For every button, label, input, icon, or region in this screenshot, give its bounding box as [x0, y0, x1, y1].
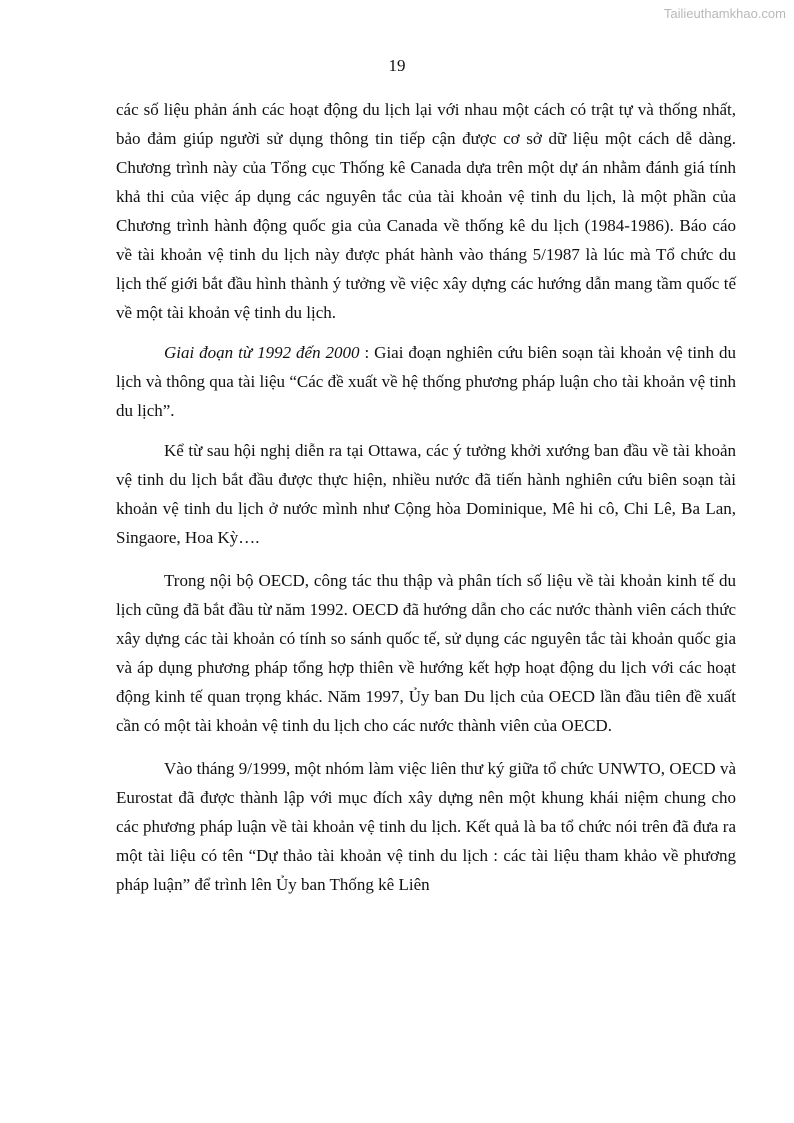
paragraph-2-body: : Giai đoạn nghiên cứu biên soạn tài khoản vệ tinh du lịch và thông qua tài liệu “Các đề xuất về hệ thống phương pháp luận cho tài khoản vệ tinh du lịch”. [116, 343, 736, 420]
paragraph-1: các số liệu phản ánh các hoạt động du lịch lại với nhau một cách có trật tự và thống nhất, bảo đảm giúp người sử dụng thông tin tiếp cận được cơ sở dữ liệu một cách dễ dàng. Chương trình này của Tổng cục Thống kê Canada dựa trên một dự án nhằm đánh giá tính khả thi của việc áp dụng các nguyên tắc của tài khoản vệ tinh du lịch, là một phần của Chương trình hành động quốc gia của Canada về thống kê du lịch (1984-1986). Báo cáo về tài khoản vệ tinh du lịch này được phát hành vào tháng 5/1987 là lúc mà Tổ chức du lịch thế giới bắt đầu hình thành ý tưởng về việc xây dựng các hướng dẫn mang tầm quốc tế về một tài khoản vệ tinh du lịch. [116, 100, 736, 322]
watermark: Tailieuthamkhao.com [663, 6, 786, 21]
period-heading: Giai đoạn từ 1992 đến 2000 [164, 343, 360, 362]
paragraph-2 [116, 338, 736, 425]
paragraph-5: Vào tháng 9/1999, một nhóm làm việc liên thư ký giữa tổ chức UNWTO, OECD và Eurostat đã được thành lập với mục đích xây dựng nên một khung khái niệm chung cho các phương pháp luận về tài khoản vệ tinh du lịch. Kết quả là ba tổ chức nói trên đã đưa ra một tài liệu có tên “Dự thảo tài khoản vệ tinh du lịch : các tài liệu tham khảo về phương pháp luận” để trình lên Ủy ban Thống kê Liên [116, 759, 736, 894]
paragraph-3: Kể từ sau hội nghị diễn ra tại Ottawa, các ý tưởng khởi xướng ban đầu về tài khoản vệ tinh du lịch bắt đầu được thực hiện, nhiều nước đã tiến hành nghiên cứu biên soạn tài khoản vệ tinh du lịch ở nước mình như Cộng hòa Dominique, Mê hi cô, Chi Lê, Ba Lan, Singaore, Hoa Kỳ…. [116, 441, 736, 547]
paragraph-4: Trong nội bộ OECD, công tác thu thập và phân tích số liệu về tài khoản kinh tế du lịch cũng đã bắt đầu từ năm 1992. OECD đã hướng dẫn cho các nước thành viên cách thức xây dựng các tài khoản có tính so sánh quốc tế, sử dụng các nguyên tắc tài khoản quốc gia và áp dụng phương pháp tổng hợp thiên về hướng kết hợp hoạt động du lịch với các hoạt động kinh tế quan trọng khác. Năm 1997, Ủy ban Du lịch của OECD lần đầu tiên đề xuất cần có một tài khoản vệ tinh du lịch cho các nước thành viên của OECD. [116, 571, 736, 735]
document-body [116, 95, 736, 910]
page-number: 19 [388, 56, 406, 75]
